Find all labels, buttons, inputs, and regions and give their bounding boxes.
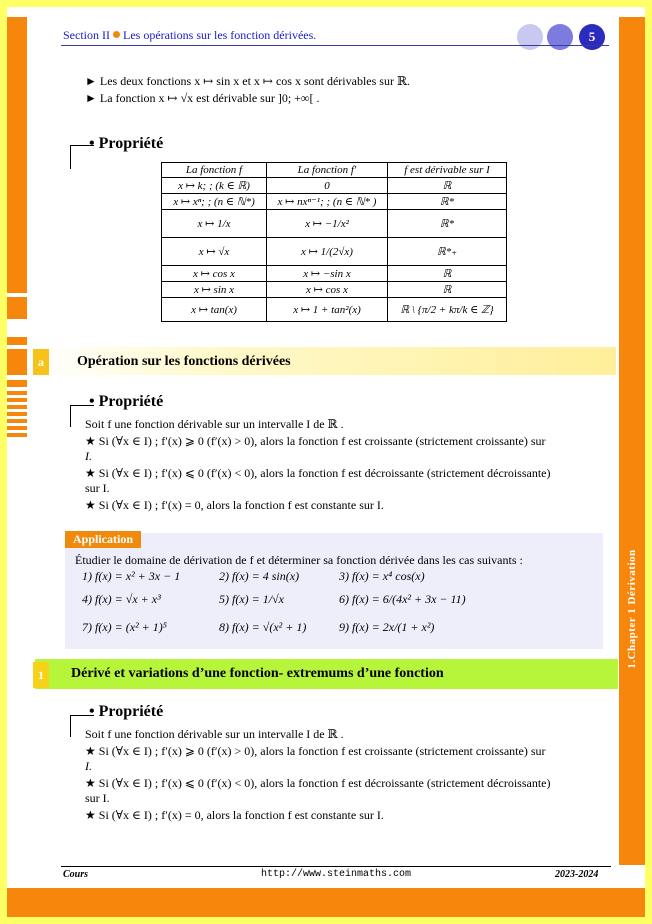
propriete-item-cont: I. (85, 759, 92, 773)
left-stripe (7, 405, 27, 409)
side-chapter-label: 1.Chapter 1 Dérivation (626, 549, 638, 669)
left-stripe (7, 426, 27, 430)
triangle-right-icon: ► (85, 91, 97, 105)
table-row (162, 298, 507, 322)
table-cell: ℝ (388, 266, 507, 282)
propriete-heading: • Propriété (89, 393, 164, 410)
footer-left: Cours (63, 869, 89, 880)
circle-decoration-icon (547, 24, 573, 50)
table-row (162, 266, 507, 282)
table-row (162, 238, 507, 266)
section-1-title: Dérivé et variations d’une fonction- extremums d’une fonction (71, 666, 444, 681)
propriete-heading: • Propriété (89, 135, 164, 152)
exercise-item: 1) f(x) = x² + 3x − 1 (82, 569, 181, 583)
left-decor-block (7, 17, 27, 293)
propriete-item: ★ Si (∀x ∈ I) ; f′(x) = 0, alors la fonction f est constante sur I. (85, 498, 384, 512)
derivative-table-wrapper (161, 162, 507, 322)
table-cell: ℝ \ {π/2 + kπ/k ∈ ℤ} (388, 298, 507, 322)
intro-line-1: ► Les deux fonctions x ↦ sin x et x ↦ cos x sont dérivables sur ℝ. (85, 74, 410, 88)
table-cell: x ↦ 1/x (162, 210, 267, 238)
star-icon: ★ (85, 434, 96, 448)
table-row (162, 178, 507, 194)
star-icon: ★ (85, 776, 96, 790)
star-icon: ★ (85, 808, 96, 822)
table-row (162, 194, 507, 210)
left-stripe (7, 419, 27, 423)
exercise-item: 9) f(x) = 2x/(1 + x²) (339, 620, 435, 634)
table-cell: x ↦ sin x (162, 282, 267, 298)
exercise-item: 3) f(x) = x⁴ cos(x) (339, 569, 425, 583)
left-stripe (7, 412, 27, 416)
table-cell: 0 (267, 178, 388, 194)
exercise-item: 8) f(x) = √(x² + 1) (219, 620, 307, 634)
left-decor-block (7, 337, 27, 345)
table-cell: ℝ* (388, 210, 507, 238)
left-stripe (7, 391, 27, 395)
table-row (162, 282, 507, 298)
section-a-number: a (33, 349, 49, 375)
table-cell: x ↦ cos x (162, 266, 267, 282)
table-cell: ℝ (388, 178, 507, 194)
propriete-item-cont: I. (85, 449, 92, 463)
propriete-body (85, 417, 605, 513)
bottom-bar (7, 888, 645, 917)
exercise-item: 4) f(x) = √x + x³ (82, 592, 161, 606)
footer-link[interactable]: http://www.steinmaths.com (261, 869, 412, 880)
table-cell: x ↦ nxⁿ⁻¹; ; (n ∈ ℕ* ) (267, 194, 388, 210)
table-header-cell: La fonction f′ (267, 163, 388, 178)
table-header-cell: La fonction f (162, 163, 267, 178)
triangle-right-icon: ► (85, 74, 97, 88)
propriete-item: ★ Si (∀x ∈ I) ; f′(x) ⩾ 0 (f′(x) > 0), alors la fonction f est croissante (strictement croissante) sur (85, 434, 546, 448)
propriete-item-cont: sur I. (85, 791, 110, 805)
left-stripe (7, 433, 27, 437)
propriete-body (85, 727, 605, 823)
footer-rule (61, 866, 611, 867)
exercise-item: 5) f(x) = 1/√x (219, 592, 284, 606)
left-decor-block (7, 380, 27, 387)
propriete-item: ★ Si (∀x ∈ I) ; f′(x) ⩽ 0 (f′(x) < 0), alors la fonction f est décroissante (strictement décroissante) (85, 466, 551, 480)
table-cell: x ↦ −sin x (267, 266, 388, 282)
table-cell: ℝ*₊ (388, 238, 507, 266)
exercise-item: 7) f(x) = (x² + 1)⁵ (82, 620, 167, 634)
star-icon: ★ (85, 744, 96, 758)
left-decor-block (7, 349, 27, 375)
page (7, 7, 645, 917)
exercise-item: 6) f(x) = 6/(4x² + 3x − 11) (339, 592, 466, 606)
propriete-intro: Soit f une fonction dérivable sur un intervalle I de ℝ . (85, 417, 344, 431)
header-chapter-title: Les opérations sur les fonction dérivées. (123, 28, 317, 42)
table-cell: x ↦ −1/x² (267, 210, 388, 238)
table-header-row (162, 163, 507, 178)
bullet-icon (113, 31, 120, 38)
section-1-number: 1 (33, 662, 49, 688)
intro-line-2: ► La fonction x ↦ √x est dérivable sur ]0; +∞[ . (85, 91, 320, 105)
header-rule (61, 45, 609, 46)
table-header-cell: f est dérivable sur I (388, 163, 507, 178)
propriete-marker-line (70, 145, 71, 169)
star-icon: ★ (85, 466, 96, 480)
table-cell: x ↦ tan(x) (162, 298, 267, 322)
propriete-item: ★ Si (∀x ∈ I) ; f′(x) ⩽ 0 (f′(x) < 0), alors la fonction f est décroissante (strictement décroissante) (85, 776, 551, 790)
propriete-marker-line (70, 405, 71, 427)
header-section: Section II (63, 28, 110, 42)
page-number: 5 (579, 24, 605, 50)
table-cell: x ↦ xⁿ; ; (n ∈ ℕ*) (162, 194, 267, 210)
left-stripe (7, 398, 27, 402)
table-cell: ℝ (388, 282, 507, 298)
table-cell: x ↦ √x (162, 238, 267, 266)
propriete-item-cont: sur I. (85, 481, 110, 495)
exercise-item: 2) f(x) = 4 sin(x) (219, 569, 300, 583)
application-tag: Application (65, 531, 141, 548)
section-a-title: Opération sur les fonctions dérivées (77, 354, 291, 369)
application-statement: Étudier le domaine de dérivation de f et déterminer sa fonction dérivée dans les cas suivants : (75, 553, 523, 567)
propriete-item: ★ Si (∀x ∈ I) ; f′(x) ⩾ 0 (f′(x) > 0), alors la fonction f est croissante (strictement croissante) sur (85, 744, 546, 758)
derivative-table (161, 162, 507, 322)
propriete-intro: Soit f une fonction dérivable sur un intervalle I de ℝ . (85, 727, 344, 741)
header-title (63, 28, 316, 43)
circle-decoration-icon (517, 24, 543, 50)
propriete-heading: • Propriété (89, 703, 164, 720)
table-cell: x ↦ k; ; (k ∈ ℝ) (162, 178, 267, 194)
table-cell: x ↦ cos x (267, 282, 388, 298)
table-cell: x ↦ 1 + tan²(x) (267, 298, 388, 322)
propriete-item: ★ Si (∀x ∈ I) ; f′(x) = 0, alors la fonction f est constante sur I. (85, 808, 384, 822)
propriete-marker-line (70, 715, 71, 737)
left-decor-block (7, 297, 27, 319)
table-cell: ℝ* (388, 194, 507, 210)
table-cell: x ↦ 1/(2√x) (267, 238, 388, 266)
star-icon: ★ (85, 498, 96, 512)
table-row (162, 210, 507, 238)
footer-right: 2023-2024 (555, 869, 599, 880)
